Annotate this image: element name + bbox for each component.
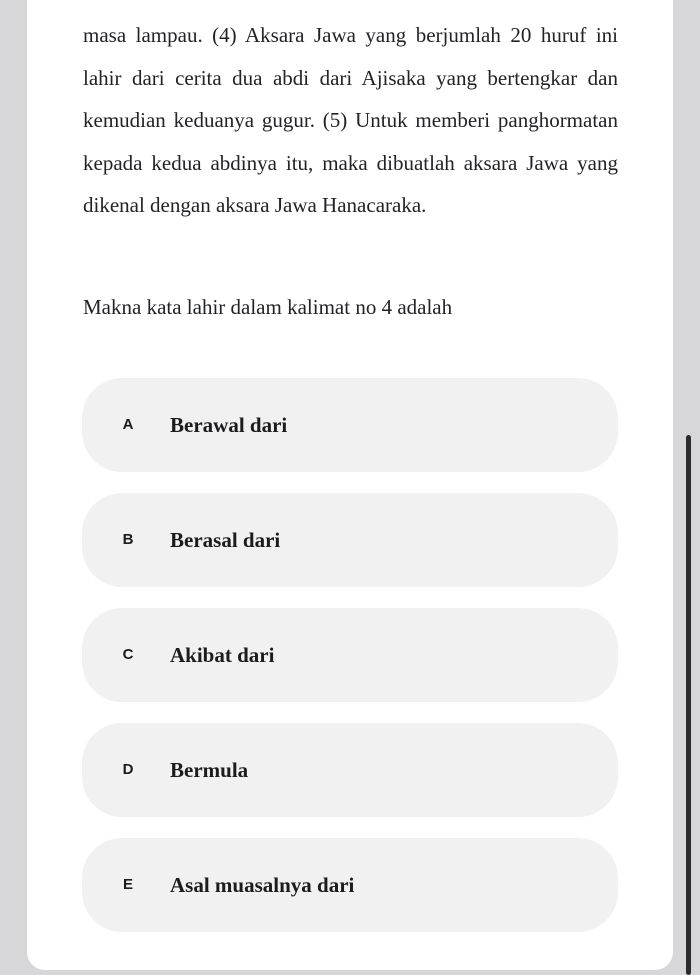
- question-text: Makna kata lahir dalam kalimat no 4 adalah: [83, 295, 453, 319]
- answer-option-a[interactable]: [82, 378, 618, 472]
- answer-option-d[interactable]: [82, 723, 618, 817]
- option-label: Berasal dari: [170, 528, 281, 552]
- answer-option-c[interactable]: [82, 608, 618, 702]
- answer-option-b[interactable]: [82, 493, 618, 587]
- option-letter: E: [122, 876, 133, 893]
- option-label: Bermula: [170, 758, 249, 782]
- option-label: Berawal dari: [170, 413, 288, 437]
- option-label: Asal muasalnya dari: [170, 873, 355, 897]
- option-letter: D: [122, 761, 134, 778]
- option-label: Akibat dari: [170, 643, 275, 667]
- option-letter: B: [122, 531, 134, 548]
- scrollbar[interactable]: [686, 435, 691, 975]
- answer-option-e[interactable]: [82, 838, 618, 932]
- option-letter: C: [122, 646, 134, 663]
- reading-passage: masa lampau. (4) Aksara Jawa yang berjumlah 20 huruf ini lahir dari cerita dua abdi dari Ajisaka yang bertengkar dan kemudian keduanya gugur. (5) Untuk memberi panghormatan kepada kedua abdinya itu, maka dibuatlah aksara Jawa yang dikenal dengan aksara Jawa Hanacaraka.: [83, 23, 618, 217]
- option-letter: A: [122, 416, 134, 433]
